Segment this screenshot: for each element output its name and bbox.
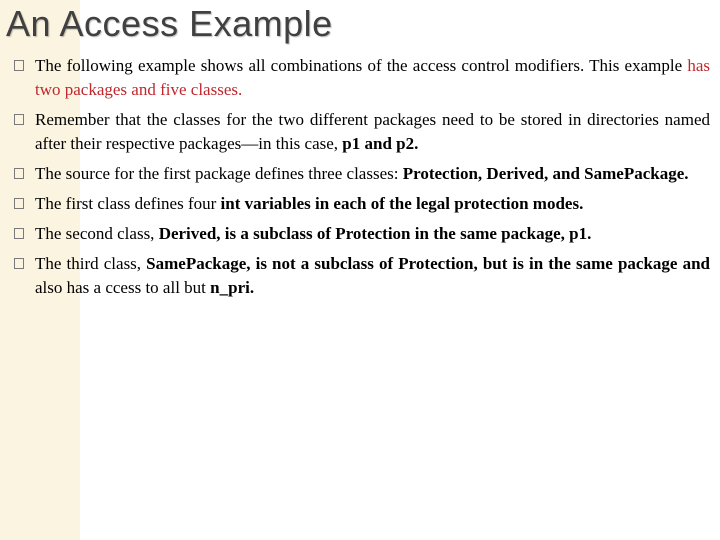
bullet-text: [35, 194, 583, 213]
highlighted-text-segment: has two packages and five classes.: [35, 56, 710, 99]
bullet-marker-icon: [14, 198, 24, 209]
bullet-item: [14, 192, 710, 216]
bullet-item: [14, 252, 710, 300]
bold-text-segment: p1 and p2.: [342, 134, 419, 153]
bullet-item: [14, 162, 710, 186]
text-segment: The second class,: [35, 224, 159, 243]
bold-text-segment: SamePackage, is not a subclass of Protection, but is in the same package and: [146, 254, 710, 273]
bold-text-segment: Derived, is a subclass of Protection in the same package, p1.: [158, 224, 592, 243]
bold-text-segment: int variables in each of the legal protection modes.: [220, 194, 584, 213]
bullet-item: [14, 108, 710, 156]
bold-text-segment: Protection, Derived, and SamePackage.: [402, 164, 689, 183]
bullet-text: [35, 110, 710, 153]
text-segment: The first class defines four: [35, 194, 221, 213]
bullet-marker-icon: [14, 114, 24, 125]
text-segment: The source for the first package defines three classes:: [35, 164, 403, 183]
bullet-text: [35, 224, 591, 243]
bullet-item: [14, 54, 710, 102]
bullet-marker-icon: [14, 168, 24, 179]
bullet-item: [14, 222, 710, 246]
text-segment: The third class,: [35, 254, 147, 273]
bullet-text: [35, 254, 710, 297]
text-segment: also has a ccess to all but: [35, 278, 211, 297]
bullet-text: [35, 56, 710, 99]
bullet-marker-icon: [14, 228, 24, 239]
bullet-text: [35, 164, 689, 183]
slide-title: An Access Example: [6, 3, 333, 44]
bullet-list: [14, 54, 710, 306]
bullet-marker-icon: [14, 258, 24, 269]
bullet-marker-icon: [14, 60, 24, 71]
text-segment: The following example shows all combinations of the access control modifiers. This example: [35, 56, 688, 75]
text-segment: Remember that the classes for the two different packages need to be stored in directories named after their respective packages—in this case,: [35, 110, 710, 153]
bold-text-segment: n_pri.: [210, 278, 255, 297]
